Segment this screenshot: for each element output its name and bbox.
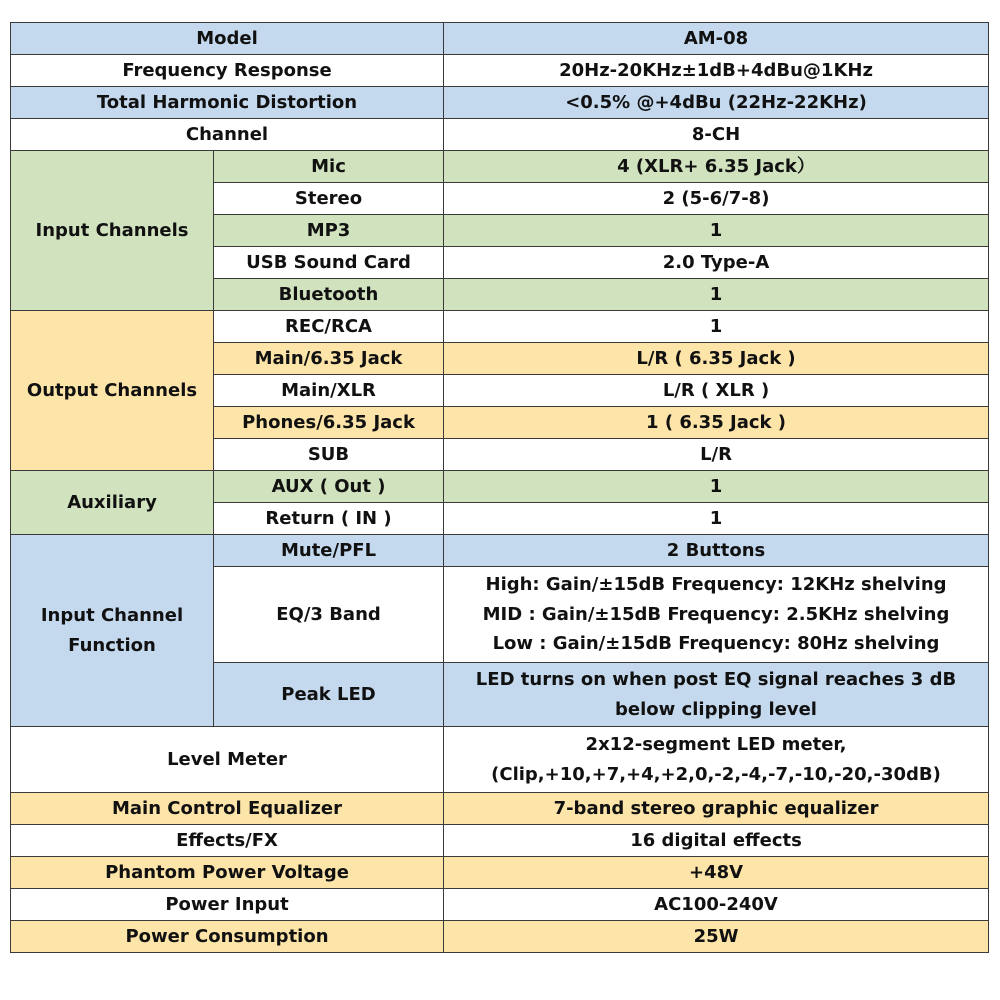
effects-label: Effects/FX bbox=[11, 825, 444, 857]
output-sub-value: L/R bbox=[444, 439, 989, 471]
spec-table bbox=[10, 22, 989, 953]
level-meter-value bbox=[444, 727, 989, 793]
output-sub-label: SUB bbox=[214, 439, 444, 471]
main-eq-label: Main Control Equalizer bbox=[11, 793, 444, 825]
eq-low-line: Low : Gain/±15dB Frequency: 80Hz shelving bbox=[492, 633, 940, 655]
output-rec-label: REC/RCA bbox=[214, 311, 444, 343]
row-frequency-response bbox=[11, 55, 989, 87]
row-thd bbox=[11, 87, 989, 119]
frequency-response-label: Frequency Response bbox=[11, 55, 444, 87]
row-output-rec bbox=[11, 311, 989, 343]
frequency-response-value: 20Hz-20KHz±1dB+4dBu@1KHz bbox=[444, 55, 989, 87]
input-mic-value: 4 (XLR+ 6.35 Jack） bbox=[444, 151, 989, 183]
eq-3band-value bbox=[444, 567, 989, 663]
aux-out-value: 1 bbox=[444, 471, 989, 503]
peak-led-line1: LED turns on when post EQ signal reaches 3 dB bbox=[475, 668, 957, 690]
effects-value: 16 digital effects bbox=[444, 825, 989, 857]
row-main-eq bbox=[11, 793, 989, 825]
input-bluetooth-label: Bluetooth bbox=[214, 279, 444, 311]
input-stereo-label: Stereo bbox=[214, 183, 444, 215]
input-usb-label: USB Sound Card bbox=[214, 247, 444, 279]
model-value: AM-08 bbox=[444, 23, 989, 55]
model-label: Model bbox=[11, 23, 444, 55]
auxiliary-group: Auxiliary bbox=[11, 471, 214, 535]
input-usb-value: 2.0 Type-A bbox=[444, 247, 989, 279]
input-mp3-label: MP3 bbox=[214, 215, 444, 247]
main-eq-value: 7-band stereo graphic equalizer bbox=[444, 793, 989, 825]
row-phantom bbox=[11, 857, 989, 889]
aux-out-label: AUX ( Out ) bbox=[214, 471, 444, 503]
row-model bbox=[11, 23, 989, 55]
input-bluetooth-value: 1 bbox=[444, 279, 989, 311]
peak-led-value bbox=[444, 663, 989, 727]
aux-return-label: Return ( IN ) bbox=[214, 503, 444, 535]
row-channel bbox=[11, 119, 989, 151]
input-channel-function-line1: Input Channel bbox=[40, 604, 184, 626]
level-meter-line2: (Clip,+10,+7,+4,+2,0,-2,-4,-7,-10,-20,-30dB) bbox=[491, 763, 941, 785]
eq-3band-label: EQ/3 Band bbox=[214, 567, 444, 663]
row-power-input bbox=[11, 889, 989, 921]
row-effects bbox=[11, 825, 989, 857]
row-input-mic bbox=[11, 151, 989, 183]
output-channels-group: Output Channels bbox=[11, 311, 214, 471]
output-main-xlr-value: L/R ( XLR ) bbox=[444, 375, 989, 407]
input-channel-function-group bbox=[11, 535, 214, 727]
input-channels-group: Input Channels bbox=[11, 151, 214, 311]
output-main-jack-label: Main/6.35 Jack bbox=[214, 343, 444, 375]
input-stereo-value: 2 (5-6/7-8) bbox=[444, 183, 989, 215]
power-input-value: AC100-240V bbox=[444, 889, 989, 921]
peak-led-label: Peak LED bbox=[214, 663, 444, 727]
channel-value: 8-CH bbox=[444, 119, 989, 151]
power-consumption-label: Power Consumption bbox=[11, 921, 444, 953]
mute-pfl-label: Mute/PFL bbox=[214, 535, 444, 567]
row-mute-pfl bbox=[11, 535, 989, 567]
power-consumption-value: 25W bbox=[444, 921, 989, 953]
mute-pfl-value: 2 Buttons bbox=[444, 535, 989, 567]
eq-high-line: High: Gain/±15dB Frequency: 12KHz shelving bbox=[485, 573, 947, 595]
thd-label: Total Harmonic Distortion bbox=[11, 87, 444, 119]
thd-value: <0.5% @+4dBu (22Hz-22KHz) bbox=[444, 87, 989, 119]
eq-mid-line: MID : Gain/±15dB Frequency: 2.5KHz shelving bbox=[482, 603, 950, 625]
output-phones-value: 1 ( 6.35 Jack ) bbox=[444, 407, 989, 439]
aux-return-value: 1 bbox=[444, 503, 989, 535]
peak-led-line2: below clipping level bbox=[615, 698, 817, 720]
phantom-value: +48V bbox=[444, 857, 989, 889]
input-channel-function-line2: Function bbox=[68, 634, 156, 656]
channel-label: Channel bbox=[11, 119, 444, 151]
input-mp3-value: 1 bbox=[444, 215, 989, 247]
input-mic-label: Mic bbox=[214, 151, 444, 183]
level-meter-label: Level Meter bbox=[11, 727, 444, 793]
row-aux-out bbox=[11, 471, 989, 503]
row-level-meter bbox=[11, 727, 989, 793]
level-meter-line1: 2x12-segment LED meter, bbox=[585, 733, 847, 755]
output-rec-value: 1 bbox=[444, 311, 989, 343]
row-power-consumption bbox=[11, 921, 989, 953]
output-main-xlr-label: Main/XLR bbox=[214, 375, 444, 407]
output-phones-label: Phones/6.35 Jack bbox=[214, 407, 444, 439]
power-input-label: Power Input bbox=[11, 889, 444, 921]
output-main-jack-value: L/R ( 6.35 Jack ) bbox=[444, 343, 989, 375]
phantom-label: Phantom Power Voltage bbox=[11, 857, 444, 889]
